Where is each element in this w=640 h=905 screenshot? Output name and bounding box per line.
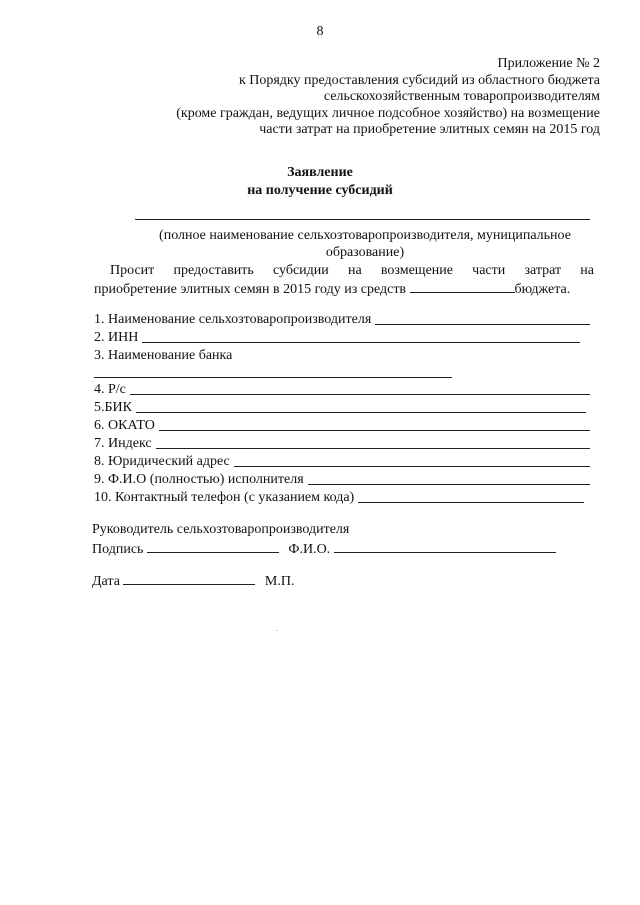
field-bank-name [94, 346, 590, 364]
field-legal-address [94, 452, 590, 470]
field-index [94, 434, 590, 452]
okato-line[interactable] [159, 430, 590, 431]
signature-row [92, 539, 556, 559]
request-line: Просит предоставить субсидии на возмещение части затрат на [110, 263, 594, 278]
field-label: 7. Индекс [94, 436, 152, 451]
title-line: на получение субсидий [247, 183, 393, 198]
account-line[interactable] [130, 394, 590, 395]
budget-blank[interactable] [410, 280, 515, 293]
producer-name-line[interactable] [375, 324, 590, 325]
field-label: 4. Р/с [94, 382, 126, 397]
annex-line: части затрат на приобретение элитных семян на 2015 год [259, 122, 600, 137]
request-line [94, 280, 594, 299]
field-okato [94, 416, 590, 434]
field-label: 6. ОКАТО [94, 418, 155, 433]
fio-line[interactable] [334, 539, 556, 553]
field-producer-name [94, 310, 590, 328]
index-line[interactable] [156, 448, 590, 449]
bik-line[interactable] [136, 412, 586, 413]
scan-speck [276, 630, 277, 631]
request-text: приобретение элитных семян в 2015 году из средств [94, 282, 407, 297]
title-line: Заявление [287, 165, 353, 180]
date-line[interactable] [123, 571, 255, 585]
field-label: 2. ИНН [94, 330, 139, 345]
page-number: 8 [316, 24, 324, 39]
request-paragraph [94, 262, 594, 299]
field-label: 5.БИК [94, 400, 132, 415]
stamp-label: М.П. [264, 574, 295, 589]
field-bik [94, 398, 586, 416]
field-phone [94, 488, 584, 506]
annex-line: (кроме граждан, ведущих личное подсобное хозяйство) на возмещение [176, 105, 600, 121]
executor-line[interactable] [308, 484, 590, 485]
date-label: Дата [92, 574, 120, 589]
annex-line: к Порядку предоставления субсидий из областного бюджета [238, 72, 600, 88]
field-label: 9. Ф.И.О (полностью) исполнителя [94, 472, 304, 487]
field-label: 3. Наименование банка [94, 348, 233, 363]
applicant-name-note: (полное наименование сельхозтоваропроизводителя, муниципальное образование) [159, 228, 571, 260]
fio-label: Ф.И.О. [288, 542, 331, 557]
field-account [94, 380, 590, 398]
applicant-name-line[interactable] [135, 219, 590, 220]
legal-address-line[interactable] [234, 466, 590, 467]
request-text: бюджета. [514, 282, 571, 297]
phone-line[interactable] [358, 502, 584, 503]
signature-line[interactable] [147, 539, 279, 553]
signatory-heading: Руководитель сельхозтоваропроизводителя [92, 522, 350, 537]
field-label: 8. Юридический адрес [94, 454, 230, 469]
annex-line: сельскохозяйственным товаропроизводителям [323, 89, 600, 104]
signature-label: Подпись [92, 542, 144, 557]
document-title [0, 164, 640, 200]
field-label: 10. Контактный телефон (с указанием кода) [94, 490, 355, 505]
field-label: 1. Наименование сельхозтоваропроизводителя [94, 312, 372, 327]
inn-line[interactable] [142, 342, 580, 343]
field-executor [94, 470, 590, 488]
date-row [92, 571, 294, 591]
bank-name-line[interactable] [94, 377, 452, 378]
annex-number: Приложение № 2 [497, 56, 600, 71]
field-inn [94, 328, 580, 346]
annex-header [176, 56, 600, 139]
